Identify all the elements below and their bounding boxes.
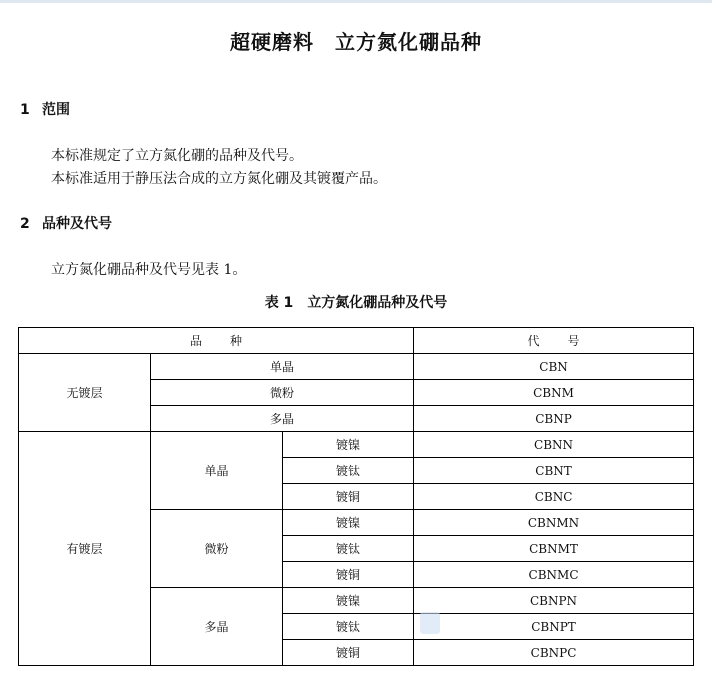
header-variety: 品种 [19,328,414,354]
type-cell: 单晶 [151,354,414,380]
section-heading-text: 范围 [42,102,70,118]
coating-cell: 镀镍 [283,510,414,536]
table-caption-label: 表 1 [264,295,294,311]
code-cell: CBNC [414,484,694,510]
section-number: 1 [20,102,30,118]
code-cell: CBNM [414,380,694,406]
code-cell: CBNT [414,458,694,484]
code-cell: CBNPN [414,588,694,614]
section-heading-scope [20,99,70,119]
table-caption-text: 立方氮化硼品种及代号 [307,295,448,311]
code-cell: CBNMT [414,536,694,562]
coating-cell: 镀钛 [283,458,414,484]
code-cell: CBN [414,354,694,380]
coating-cell: 镀铜 [283,640,414,666]
type-cell: 多晶 [151,588,283,666]
coating-cell: 镀镍 [283,432,414,458]
paragraph: 本标准适用于静压法合成的立方氮化硼及其镀覆产品。 [51,171,387,187]
type-cell: 单晶 [151,432,283,510]
code-cell: CBNN [414,432,694,458]
code-cell: CBNPT [414,614,694,640]
top-border-line [0,0,712,3]
group-label-uncoated: 无镀层 [19,354,151,432]
coating-cell: 镀钛 [283,536,414,562]
section-heading-varieties [20,213,112,233]
paragraph: 立方氮化硼品种及代号见表 1。 [51,262,247,278]
type-cell: 微粉 [151,380,414,406]
group-label-coated: 有镀层 [19,432,151,666]
coating-cell: 镀钛 [283,614,414,640]
coating-cell: 镀铜 [283,562,414,588]
watermark-mark [420,612,440,634]
paragraph: 本标准规定了立方氮化硼的品种及代号。 [51,148,303,164]
table-caption [0,292,712,312]
variety-code-table [18,327,694,666]
header-code: 代号 [414,328,694,354]
table-header-row [19,328,694,354]
type-cell: 多晶 [151,406,414,432]
code-cell: CBNPC [414,640,694,666]
coating-cell: 镀镍 [283,588,414,614]
code-cell: CBNP [414,406,694,432]
table-row [19,432,694,458]
document-title: 超硬磨料 立方氮化硼品种 [230,30,482,54]
code-cell: CBNMN [414,510,694,536]
type-cell: 微粉 [151,510,283,588]
table-row [19,354,694,380]
code-cell: CBNMC [414,562,694,588]
coating-cell: 镀铜 [283,484,414,510]
section-number: 2 [20,216,30,232]
section-heading-text: 品种及代号 [42,216,112,232]
